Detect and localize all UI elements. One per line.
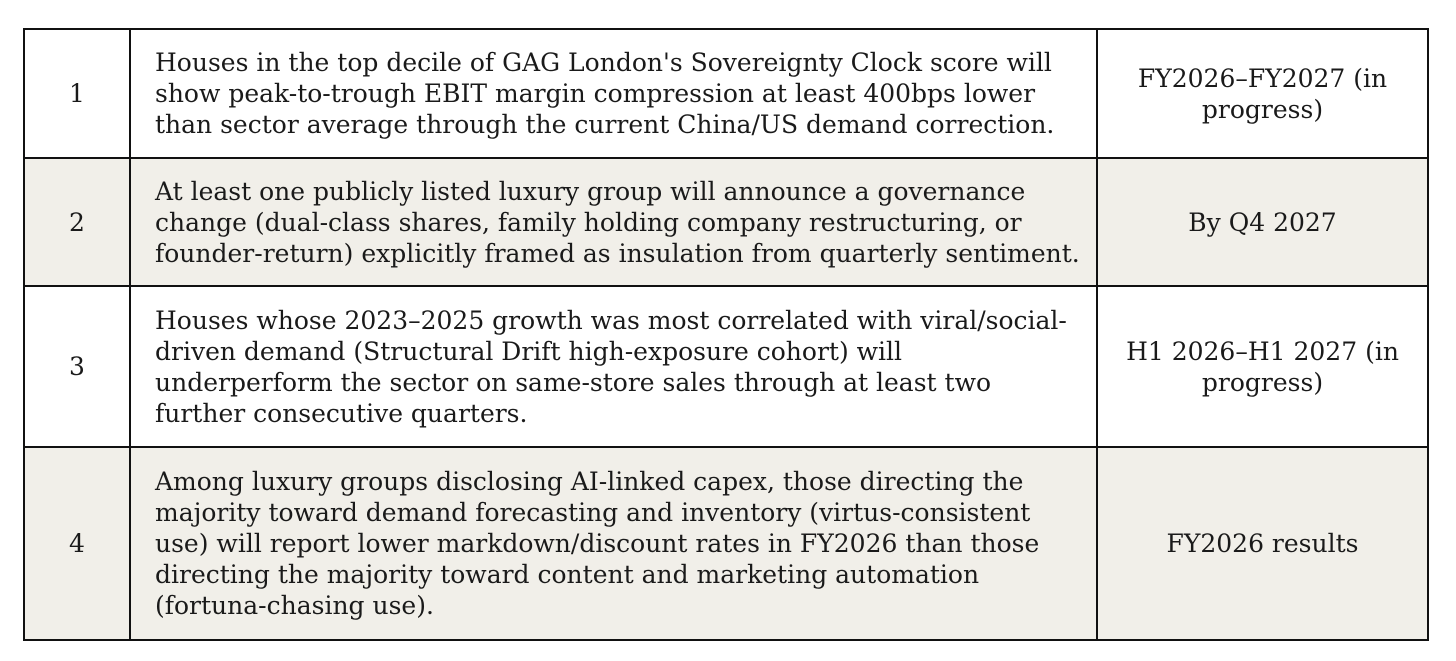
prediction-text: At least one publicly listed luxury group will announce a governance change (dual-class shares, family holding company restructuring, or founder-return) explicitly framed as insulation from quarterly sentiment. [130, 158, 1097, 286]
prediction-timeframe: FY2026–FY2027 (in progress) [1097, 29, 1428, 158]
prediction-text: Among luxury groups disclosing AI-linked capex, those directing the majority toward demand forecasting and inventory (virtus-consistent use) will report lower markdown/discount rates in FY2026 than those directing the majority toward content and marketing automation (fortuna-chasing use). [130, 447, 1097, 640]
table-row [24, 286, 1428, 447]
predictions-table [23, 28, 1429, 641]
table-row [24, 29, 1428, 158]
prediction-number: 4 [24, 447, 130, 640]
prediction-text: Houses whose 2023–2025 growth was most correlated with viral/social-driven demand (Structural Drift high-exposure cohort) will underperform the sector on same-store sales through at least two further consecutive quarters. [130, 286, 1097, 447]
table-row [24, 158, 1428, 286]
prediction-timeframe: FY2026 results [1097, 447, 1428, 640]
prediction-number: 1 [24, 29, 130, 158]
table-row [24, 447, 1428, 640]
prediction-timeframe: By Q4 2027 [1097, 158, 1428, 286]
prediction-timeframe: H1 2026–H1 2027 (in progress) [1097, 286, 1428, 447]
prediction-number: 3 [24, 286, 130, 447]
prediction-number: 2 [24, 158, 130, 286]
prediction-text: Houses in the top decile of GAG London's Sovereignty Clock score will show peak-to-trough EBIT margin compression at least 400bps lower than sector average through the current China/US demand correction. [130, 29, 1097, 158]
